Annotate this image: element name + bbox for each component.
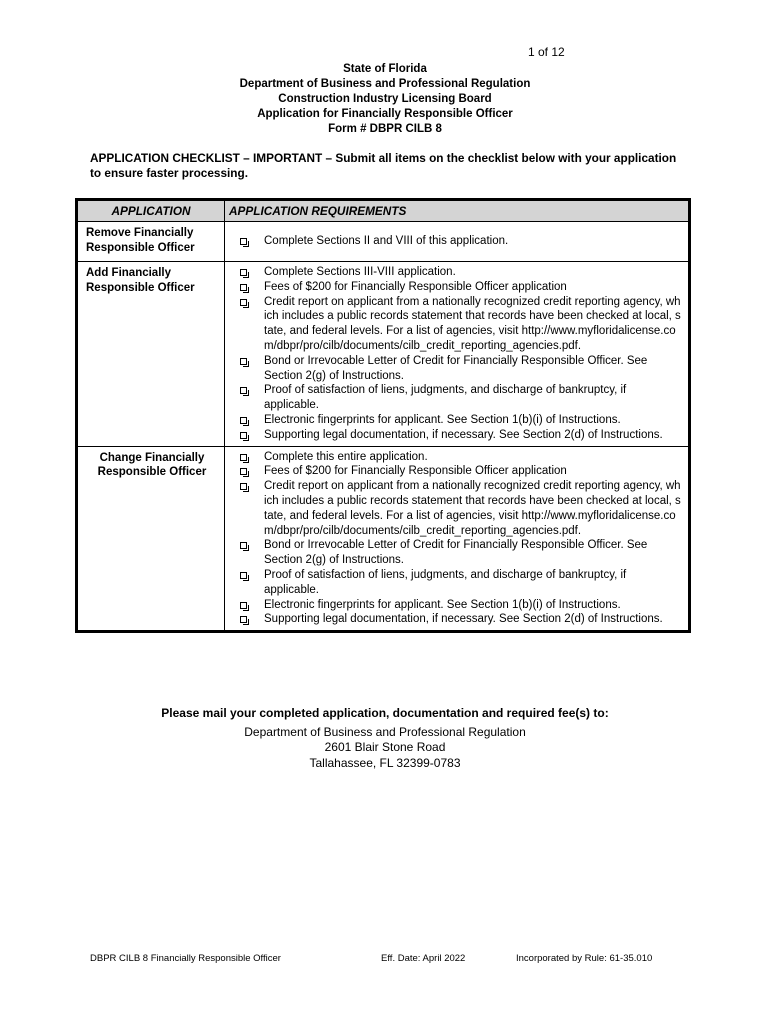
header-department: Department of Business and Professional Regulation xyxy=(239,78,531,90)
header-board: Construction Industry Licensing Board xyxy=(278,93,492,105)
application-type: Change Financially Responsible Officer xyxy=(77,446,225,632)
requirement-item: Proof of satisfaction of liens, judgments, and discharge of bankruptcy, if applicable. xyxy=(238,383,683,413)
table-row xyxy=(77,262,690,447)
page-number: 1 of 12 xyxy=(528,45,565,59)
checkbox-icon xyxy=(240,432,247,439)
header-application-title: Application for Financially Responsible Officer xyxy=(257,108,513,120)
requirement-item: Electronic fingerprints for applicant. See Section 1(b)(i) of Instructions. xyxy=(238,598,683,613)
mail-heading: Please mail your completed application, documentation and required fee(s) to: xyxy=(161,706,609,720)
requirements-cell xyxy=(225,262,690,447)
requirements-list xyxy=(226,448,687,630)
application-type: Add Financially Responsible Officer xyxy=(77,262,225,447)
mail-address-line3: Tallahassee, FL 32399-0783 xyxy=(309,755,461,770)
requirement-item: Supporting legal documentation, if necessary. See Section 2(d) of Instructions. xyxy=(238,428,683,443)
table-header-row xyxy=(77,200,690,222)
checklist-intro: APPLICATION CHECKLIST – IMPORTANT – Submit all items on the checklist below with your application to ensure faster processing. xyxy=(90,151,677,180)
requirement-item: Complete this entire application. xyxy=(238,450,683,465)
application-checklist-table xyxy=(75,198,691,633)
requirement-item: Credit report on applicant from a nationally recognized credit reporting agency, which includes a public records statement that records have been checked at local, state, and federal levels. For a list of agencies, visit http://www.myfloridalicense.com/dbpr/pro/cilb/documents/cilb_credit_reporting_agencies.pdf. xyxy=(238,295,683,354)
requirement-item: Supporting legal documentation, if necessary. See Section 2(d) of Instructions. xyxy=(238,612,683,627)
checkbox-icon xyxy=(240,616,247,623)
document-header xyxy=(0,62,770,137)
column-header-application: APPLICATION xyxy=(77,200,225,222)
footer-effective-date: Eff. Date: April 2022 xyxy=(381,953,466,964)
checkbox-icon xyxy=(240,468,247,475)
checkbox-icon xyxy=(240,602,247,609)
footer-rule: Incorporated by Rule: 61-35.010 xyxy=(516,953,653,964)
checkbox-icon xyxy=(240,269,247,276)
checkbox-icon xyxy=(240,542,247,549)
checkbox-icon xyxy=(240,483,247,490)
requirement-item: Credit report on applicant from a nationally recognized credit reporting agency, which includes a public records statement that records have been checked at local, state, and federal levels. For a list of agencies, visit http://www.myfloridalicense.com/dbpr/pro/cilb/documents/cilb_credit_reporting_agencies.pdf. xyxy=(238,479,683,538)
requirement-item: Electronic fingerprints for applicant. See Section 1(b)(i) of Instructions. xyxy=(238,413,683,428)
checkbox-icon xyxy=(240,299,247,306)
checkbox-icon xyxy=(240,358,247,365)
requirement-item: Fees of $200 for Financially Responsible Officer application xyxy=(238,464,683,479)
requirements-cell xyxy=(225,222,690,262)
column-header-requirements: APPLICATION REQUIREMENTS xyxy=(225,200,690,222)
requirements-cell xyxy=(225,446,690,632)
requirement-item: Complete Sections II and VIII of this application. xyxy=(238,234,683,249)
requirement-item: Bond or Irrevocable Letter of Credit for Financially Responsible Officer. See Section 2(g) of Instructions. xyxy=(238,538,683,568)
requirement-item: Complete Sections III-VIII application. xyxy=(238,265,683,280)
header-form-number: Form # DBPR CILB 8 xyxy=(328,123,442,135)
mail-address-line1: Department of Business and Professional Regulation xyxy=(244,724,526,739)
table-row xyxy=(77,222,690,262)
requirement-item: Bond or Irrevocable Letter of Credit for Financially Responsible Officer. See Section 2(g) of Instructions. xyxy=(238,354,683,384)
footer-form-name: DBPR CILB 8 Financially Responsible Officer xyxy=(90,953,281,964)
mailing-instructions xyxy=(0,706,770,771)
requirements-list xyxy=(226,232,687,251)
checkbox-icon xyxy=(240,417,247,424)
mail-address-line2: 2601 Blair Stone Road xyxy=(324,740,446,754)
requirement-item: Proof of satisfaction of liens, judgments, and discharge of bankruptcy, if applicable. xyxy=(238,568,683,598)
checkbox-icon xyxy=(240,238,247,245)
application-type: Remove Financially Responsible Officer xyxy=(77,222,225,262)
requirements-list xyxy=(226,263,687,445)
checkbox-icon xyxy=(240,387,247,394)
checkbox-icon xyxy=(240,284,247,291)
checkbox-icon xyxy=(240,572,247,579)
header-state: State of Florida xyxy=(343,63,427,75)
checkbox-icon xyxy=(240,454,247,461)
table-row xyxy=(77,446,690,632)
requirement-item: Fees of $200 for Financially Responsible Officer application xyxy=(238,280,683,295)
